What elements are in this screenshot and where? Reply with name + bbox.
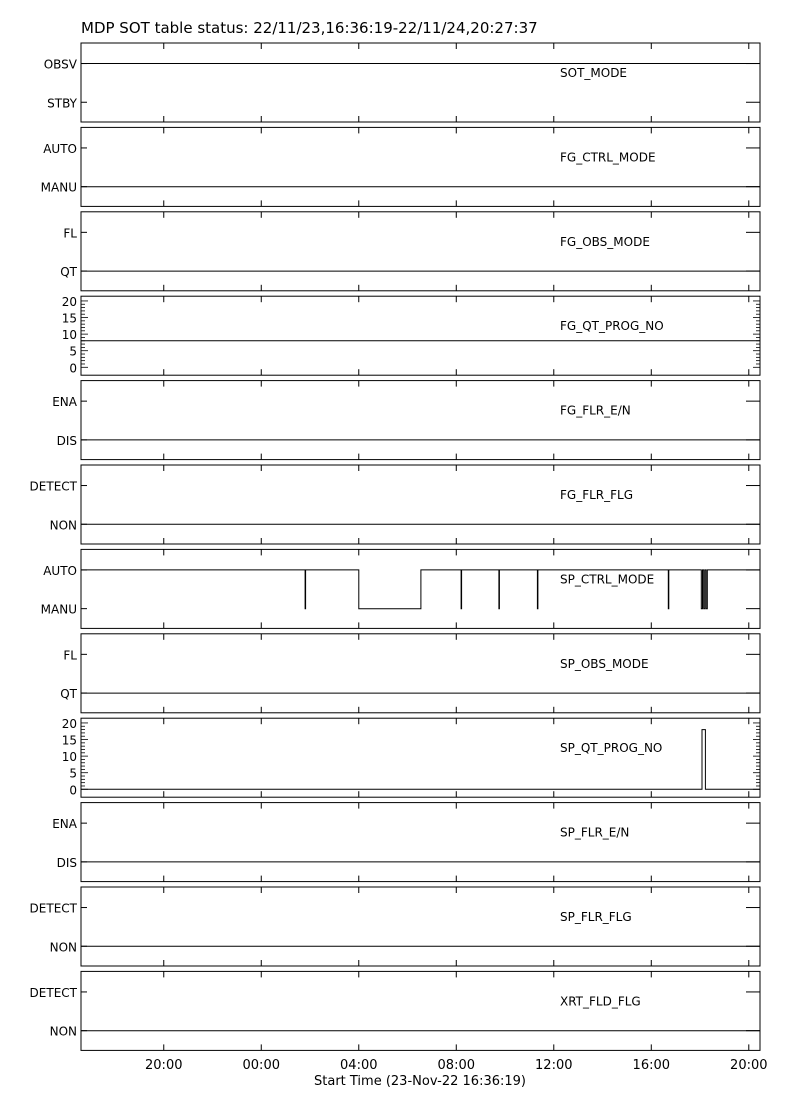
- x-axis: [145, 1058, 767, 1073]
- y-tick-label: 5: [69, 766, 77, 781]
- panel-xrt-fld-flg: [30, 971, 760, 1050]
- panel-label: FG_OBS_MODE: [560, 234, 650, 249]
- series-line-sp-ctrl-mode: [81, 570, 760, 609]
- panel-frame: [81, 634, 760, 713]
- y-tick-label: DETECT: [29, 985, 77, 1000]
- panel-frame: [81, 127, 760, 206]
- y-tick-label: 0: [69, 783, 77, 798]
- y-tick-label: 15: [61, 311, 77, 326]
- panel-frame: [81, 803, 760, 882]
- panel-label: FG_QT_PROG_NO: [560, 319, 664, 334]
- y-tick-label: NON: [49, 940, 77, 955]
- y-tick-label: MANU: [40, 602, 77, 617]
- y-tick-label: STBY: [47, 96, 77, 111]
- panel-frame: [81, 381, 760, 460]
- y-tick-label: FL: [63, 226, 77, 241]
- y-tick-label: AUTO: [43, 141, 77, 156]
- panel-label: SP_OBS_MODE: [560, 656, 649, 671]
- y-tick-label: ENA: [52, 395, 77, 410]
- panel-sp-flr-e-n: [52, 803, 760, 882]
- panel-fg-flr-flg: [30, 465, 760, 544]
- y-tick-label: QT: [60, 265, 77, 280]
- x-tick-label: 12:00: [535, 1058, 573, 1073]
- series-line-sp-qt-prog-no: [81, 730, 760, 790]
- y-tick-label: 5: [69, 344, 77, 359]
- panel-label: SP_FLR_FLG: [560, 910, 632, 924]
- y-tick-label: 10: [61, 750, 77, 765]
- panel-sp-obs-mode: [60, 634, 760, 713]
- panel-frame: [81, 465, 760, 544]
- panel-sp-qt-prog-no: [62, 717, 760, 797]
- y-tick-label: DETECT: [29, 479, 77, 494]
- panel-frame: [81, 887, 760, 966]
- panel-label: SP_CTRL_MODE: [560, 572, 655, 587]
- y-tick-label: DIS: [56, 433, 77, 448]
- panel-sp-ctrl-mode: [41, 549, 760, 628]
- x-tick-label: 20:00: [145, 1058, 183, 1073]
- y-tick-label: FL: [63, 648, 77, 663]
- y-tick-label: 20: [61, 294, 77, 309]
- y-tick-label: QT: [60, 687, 77, 702]
- panel-frame: [81, 212, 760, 291]
- panel-fg-flr-e-n: [52, 381, 760, 460]
- x-tick-label: 04:00: [340, 1058, 378, 1073]
- panel-label: XRT_FLD_FLG: [560, 994, 641, 1009]
- x-tick-label: 08:00: [437, 1058, 476, 1073]
- y-tick-label: 15: [61, 733, 77, 748]
- x-tick-label: 20:00: [730, 1058, 768, 1073]
- panel-label: FG_FLR_E/N: [560, 403, 631, 418]
- panels: [30, 43, 760, 1050]
- panel-sp-flr-flg: [30, 887, 760, 966]
- y-tick-label: NON: [49, 518, 77, 533]
- panel-label: SP_QT_PROG_NO: [560, 741, 663, 756]
- panel-label: SOT_MODE: [560, 66, 628, 80]
- panel-fg-obs-mode: [60, 212, 760, 291]
- panel-frame: [81, 718, 760, 797]
- y-tick-label: 10: [61, 328, 77, 343]
- x-tick-label: 00:00: [242, 1058, 280, 1073]
- panel-fg-qt-prog-no: [62, 295, 760, 375]
- y-tick-label: DETECT: [29, 901, 77, 916]
- x-axis-label: Start Time (23-Nov-22 16:36:19): [314, 1074, 526, 1089]
- y-tick-label: 0: [69, 361, 77, 376]
- panel-sot-mode: [44, 43, 760, 122]
- panel-fg-ctrl-mode: [41, 127, 760, 206]
- panel-frame: [81, 971, 760, 1050]
- y-tick-label: AUTO: [43, 563, 77, 578]
- panel-label: FG_FLR_FLG: [560, 488, 634, 502]
- y-tick-label: OBSV: [43, 57, 77, 72]
- panel-label: FG_CTRL_MODE: [560, 150, 656, 165]
- panel-label: SP_FLR_E/N: [560, 825, 630, 840]
- y-tick-label: 20: [61, 716, 77, 731]
- y-tick-label: MANU: [40, 180, 77, 195]
- y-tick-label: ENA: [52, 817, 77, 832]
- x-tick-label: 16:00: [632, 1058, 671, 1073]
- y-tick-label: NON: [49, 1024, 77, 1039]
- y-tick-label: DIS: [56, 855, 77, 870]
- chart-title: MDP SOT table status: 22/11/23,16:36:19-22/11/24,20:27:37: [81, 19, 538, 37]
- panel-frame: [81, 43, 760, 122]
- panel-frame: [81, 296, 760, 375]
